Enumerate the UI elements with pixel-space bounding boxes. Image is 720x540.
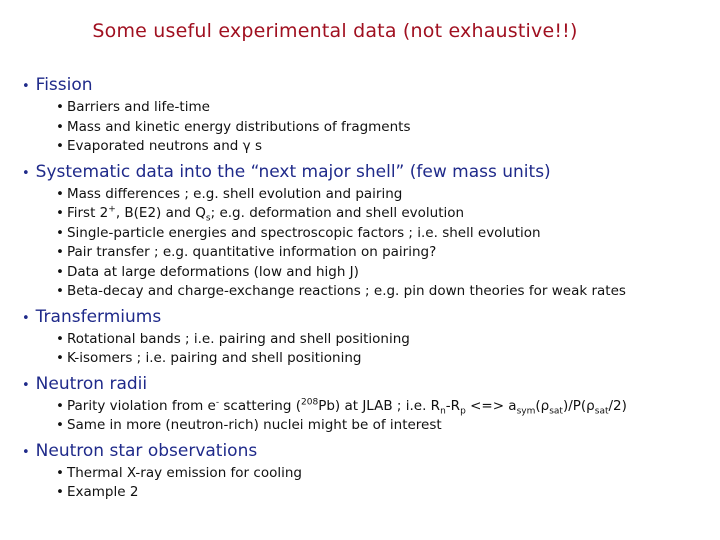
- item-list: [56, 330, 712, 369]
- list-item: [56, 98, 712, 118]
- section-heading: [22, 306, 712, 330]
- list-item-text: First 2+, B(E2) and $Q_s$; e.g. deformation and shell evolution: [66, 204, 465, 224]
- page-title: Some useful experimental data (not exhaustive!!): [92, 20, 578, 42]
- section: [22, 440, 712, 503]
- list-item-text: Pair transfer ; e.g. quantitative information on pairing?: [66, 244, 437, 260]
- item-list: [56, 185, 712, 302]
- section: [22, 306, 712, 369]
- item-list: [56, 397, 712, 436]
- list-item-text: Barriers and life-time: [66, 99, 210, 115]
- bullet-icon: •: [56, 397, 64, 414]
- section-heading-text: Fission: [35, 75, 93, 95]
- list-item: [56, 330, 712, 350]
- bullet-icon: •: [56, 244, 64, 260]
- list-item: [56, 349, 712, 369]
- list-item-text: K-isomers ; i.e. pairing and shell positioning: [66, 350, 362, 366]
- section: [22, 161, 712, 302]
- section-heading-text: Systematic data into the “next major shell” (few mass units): [35, 161, 551, 182]
- bullet-icon: •: [56, 99, 64, 115]
- section-heading-text: Neutron star observations: [35, 440, 258, 461]
- bullet-icon: •: [56, 138, 64, 154]
- bullet-icon: •: [56, 263, 64, 280]
- section-heading-text: Neutron radii: [35, 373, 148, 394]
- bullet-icon: •: [56, 185, 64, 202]
- bullet-icon: •: [22, 377, 30, 393]
- list-item: [56, 416, 712, 436]
- bullet-icon: •: [56, 118, 64, 135]
- item-list: [56, 464, 712, 503]
- list-item-text: Example 2: [66, 484, 139, 500]
- list-item: [56, 118, 712, 138]
- list-item: [56, 397, 712, 417]
- list-item-text: Beta-decay and charge-exchange reactions ; e.g. pin down theories for weak rates: [66, 283, 626, 299]
- bullet-icon: •: [56, 484, 64, 500]
- list-item: [56, 185, 712, 205]
- list-item-text: Same in more (neutron-rich) nuclei might be of interest: [66, 417, 442, 433]
- section-heading: [22, 373, 712, 397]
- section-list: [22, 74, 712, 507]
- bullet-icon: •: [56, 224, 64, 241]
- list-item-text: Evaporated neutrons and γ s: [66, 138, 262, 154]
- bullet-icon: •: [56, 283, 64, 299]
- list-item-text: Rotational bands ; i.e. pairing and shell positioning: [66, 330, 410, 347]
- section: [22, 373, 712, 436]
- list-item-text: Thermal X-ray emission for cooling: [66, 464, 302, 481]
- list-item: [56, 137, 712, 157]
- list-item: [56, 224, 712, 244]
- list-item-text: Parity violation from e- scattering ($^{208}$Pb) at JLAB ; i.e. $R_n-R_p$ <=> $a_{sym}(\rho_{sat})/P(\rho_{sat}/2)$: [66, 397, 627, 417]
- bullet-icon: •: [22, 444, 30, 460]
- section: [22, 74, 712, 157]
- list-item: [56, 263, 712, 283]
- list-item-text: Data at large deformations (low and high J): [66, 263, 359, 280]
- section-heading: [22, 74, 712, 98]
- list-item: [56, 243, 712, 263]
- bullet-icon: •: [56, 464, 64, 481]
- list-item: [56, 204, 712, 224]
- list-item-text: Mass differences ; e.g. shell evolution and pairing: [66, 185, 403, 202]
- section-heading: [22, 440, 712, 464]
- bullet-icon: •: [56, 350, 64, 366]
- bullet-icon: •: [56, 417, 64, 433]
- list-item: [56, 464, 712, 484]
- bullet-icon: •: [22, 310, 30, 326]
- bullet-icon: •: [22, 165, 30, 181]
- list-item: [56, 282, 712, 302]
- item-list: [56, 98, 712, 157]
- section-heading: [22, 161, 712, 185]
- bullet-icon: •: [22, 79, 30, 94]
- list-item-text: Single-particle energies and spectroscopic factors ; i.e. shell evolution: [66, 224, 541, 241]
- bullet-icon: •: [56, 330, 64, 347]
- bullet-icon: •: [56, 205, 64, 221]
- list-item: [56, 483, 712, 503]
- list-item-text: Mass and kinetic energy distributions of fragments: [66, 118, 411, 135]
- section-heading-text: Transfermiums: [35, 306, 162, 327]
